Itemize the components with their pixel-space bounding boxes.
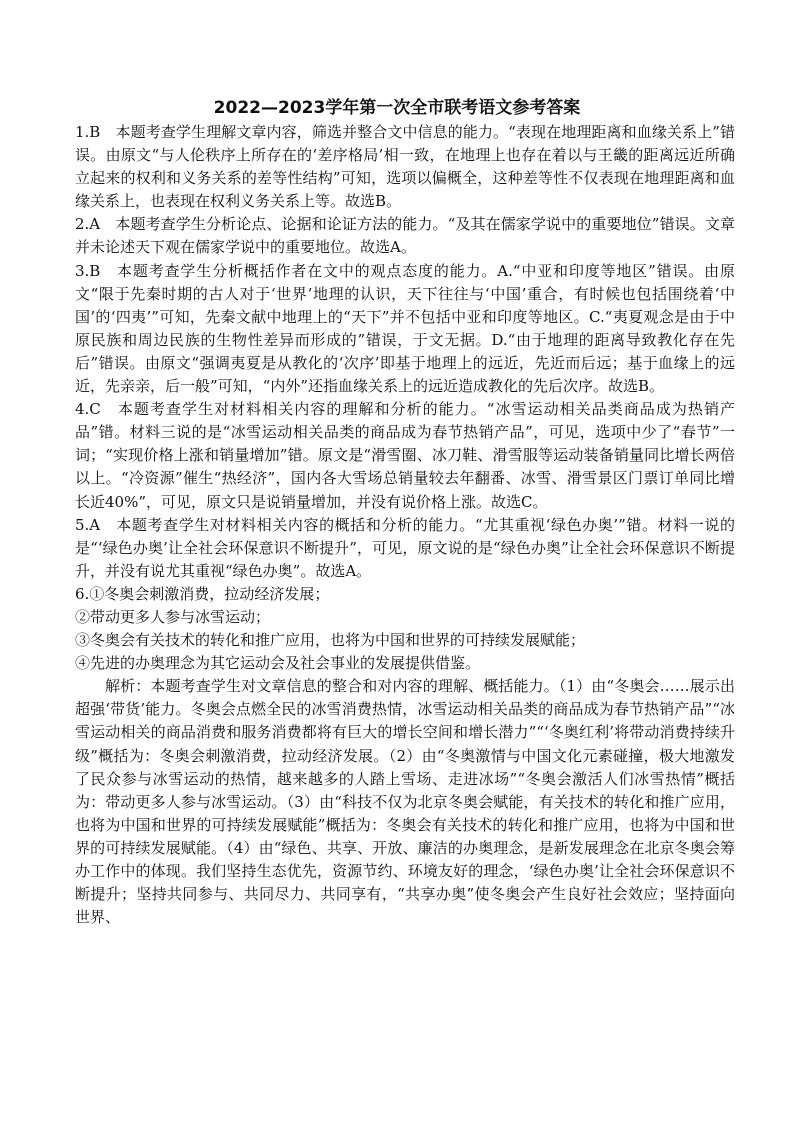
answer-body bbox=[75, 121, 735, 929]
document-title: 2022—2023学年第一次全市联考语文参考答案 bbox=[213, 98, 581, 118]
answer-3: 3.B 本题考查学生分析概括作者在文中的观点态度的能力。A.“中亚和印度等地区”错误。由原文“限于先秦时期的古人对于‘世界’地理的认识，天下往往与‘中国’重合，有时候也包括围绕着‘中国’的‘四夷’”可知，先秦文献中地理上的“天下”并不包括中亚和印度等地区。C.“夷夏观念是由于中原民族和周边民族的生物性差异而形成的”错误，于文无据。D.“由于地理的距离导致教化存在先后”错误。由原文“强调夷夏是从教化的‘次序’即基于地理上的远近，先近而后远；基于血缘上的远近，先亲亲，后一般”可知，“内外”还指血缘关系上的远近造成教化的先后次序。故选B。 bbox=[75, 261, 735, 396]
answer-2: 2.A 本题考查学生分析论点、论据和论证方法的能力。“及其在儒家学说中的重要地位”错误。文章并未论述天下观在儒家学说中的重要地位。故选A。 bbox=[75, 215, 735, 257]
answer-5: 5.A 本题考查学生对材料相关内容的概括和分析的能力。“尤其重视‘绿色办奥’”错。材料一说的是“‘绿色办奥’让全社会环保意识不断提升”，可见，原文说的是“绿色办奥”让全社会环保意识不断提升，并没有说尤其重视“绿色办奥”。故选A。 bbox=[75, 515, 735, 580]
answer-6-point-4: ④先进的办奥理念为其它运动会及社会事业的发展提供借鉴。 bbox=[75, 654, 481, 673]
answer-1: 1.B 本题考查学生理解文章内容，筛选并整合文中信息的能力。“表现在地理距离和血缘关系上”错误。由原文“与人伦秩序上所存在的‘差序格局’相一致，在地理上也存在着以与王畿的距离远近所确立起来的权利和义务关系的差等性结构”可知，选项以偏概全，这种差等性不仅表现在地理距离和血缘关系上，也表现在权利义务关系上等。故选B。 bbox=[75, 123, 735, 211]
answer-6-point-3: ③冬奥会有关技术的转化和推广应用，也将为中国和世界的可持续发展赋能； bbox=[75, 631, 586, 650]
answer-4: 4.C 本题考查学生对材料相关内容的理解和分析的能力。“冰雪运动相关品类商品成为热销产品”错。材料三说的是“冰雪运动相关品类的商品成为春节热销产品”，可见，选项中少了“春节”一词；“实现价格上涨和销量增加”错。原文是“滑雪圈、冰刀鞋、滑雪服等运动装备销量同比增长两倍以上。“冷资源”催生“热经济”，国内各大雪场总销量较去年翻番、冰雪、滑雪景区门票订单同比增长近40%”，可见，原文只是说销量增加，并没有说价格上涨。故选C。 bbox=[75, 400, 735, 511]
answer-6-point-1: 6.①冬奥会刺激消费，拉动经济发展； bbox=[75, 584, 330, 603]
answer-6-analysis: 解析：本题考查学生对文章信息的整合和对内容的理解、概括能力。（1）由“冬奥会……展示出超强‘带货’能力。冬奥会点燃全民的冰雪消费热情，冰雪运动相关品类的商品成为春节热销产品”“冰雪运动相关的商品消费和服务消费都将有巨大的增长空间和增长潜力”“‘冬奥红利’将带动消费持续升级”概括为：冬奥会刺激消费，拉动经济发展。（2）由“冬奥激情与中国文化元素碰撞，极大地激发了民众参与冰雪运动的热情，越来越多的人踏上雪场、走进冰场”“冬奥会激活人们冰雪热情”概括为：带动更多人参与冰雪运动。（3）由“科技不仅为北京冬奥会赋能，有关技术的转化和推广应用，也将为中国和世界的可持续发展赋能”概括为：冬奥会有关技术的转化和推广应用，也将为中国和世界的可持续发展赋能。（4）由“绿色、共享、开放、廉洁的办奥理念，是新发展理念在北京冬奥会筹办工作中的体现。我们坚持生态优先，资源节约、环境友好的理念，‘绿色办奥’让全社会环保意识不断提升；坚持共同参与、共同尽力、共同享有，“共享办奥”使冬奥会产生良好社会效应；坚持面向世界、 bbox=[75, 677, 735, 927]
answer-6-point-2: ②带动更多人参与冰雪运动； bbox=[75, 607, 271, 626]
